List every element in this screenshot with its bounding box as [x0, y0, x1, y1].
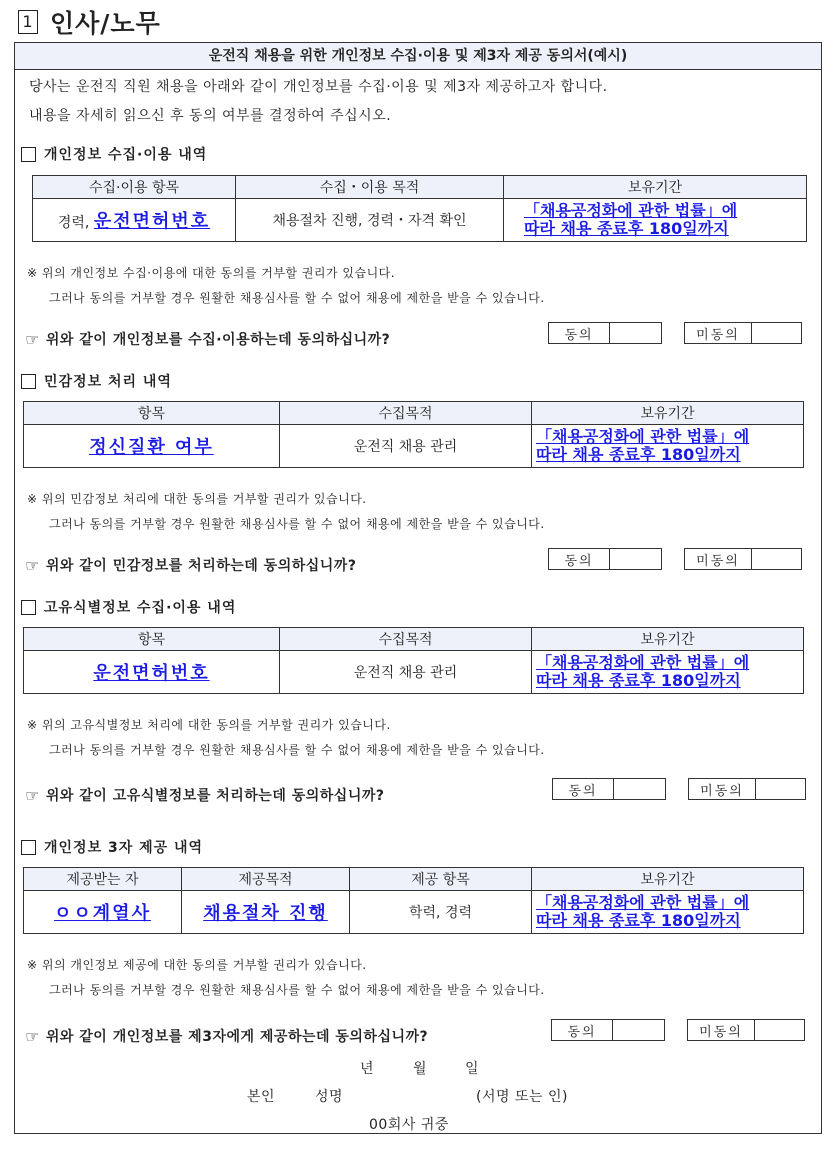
pointing-hand-icon: ☞: [25, 329, 40, 349]
checkbox-square-icon: [21, 147, 36, 162]
disagree-option[interactable]: [687, 1019, 805, 1041]
question-text: 위와 같이 개인정보를 수집·이용하는데 동의하십니까?: [45, 332, 391, 348]
form-title: 운전직 채용을 위한 개인정보 수집·이용 및 제3자 제공 동의서(예시): [15, 43, 821, 70]
disagree-option[interactable]: [688, 778, 806, 800]
table-cell-purpose: 운전직 채용 관리: [280, 651, 532, 694]
checkbox-square-icon: [21, 840, 36, 855]
retention-link[interactable]: 「채용공정화에 관한 법률」에: [536, 653, 750, 672]
date-month-label: 월: [413, 1061, 428, 1077]
retention-link[interactable]: 따라 채용 종료후 180일까지: [536, 671, 741, 690]
consent-question: [25, 1026, 428, 1046]
agree-checkbox[interactable]: [614, 779, 665, 799]
section-title: 고유식별정보 수집·이용 내역: [44, 600, 237, 616]
section-title: 개인정보 3자 제공 내역: [44, 840, 204, 856]
retention-link[interactable]: 「채용공정화에 관한 법률」에: [536, 427, 750, 446]
table-cell-purpose: 채용절차 진행, 경력・자격 확인: [236, 199, 504, 242]
intro-line-2: 내용을 자세히 읽으신 후 동의 여부를 결정하여 주십시오.: [29, 108, 392, 124]
agree-option[interactable]: [552, 778, 666, 800]
retention-link[interactable]: 따라 채용 종료후 180일까지: [536, 445, 741, 464]
column-header: 수집・이용 목적: [236, 176, 504, 199]
refusal-note-detail: 그러나 동의를 거부할 경우 원활한 채용심사를 할 수 없어 채용에 제한을 받을 수 있습니다.: [49, 983, 545, 997]
agree-option[interactable]: [548, 322, 662, 344]
column-header: 제공받는 자: [24, 868, 182, 891]
refusal-note: ※ 위의 개인정보 수집·이용에 대한 동의를 거부할 권리가 있습니다.: [27, 266, 396, 280]
personal-info-table: [32, 175, 807, 242]
question-text: 위와 같이 개인정보를 제3자에게 제공하는데 동의하십니까?: [45, 1029, 429, 1045]
table-cell-retention: [532, 425, 804, 468]
disagree-label: 미동의: [688, 1020, 755, 1040]
license-number-link[interactable]: 운전면허번호: [93, 211, 211, 232]
agree-option[interactable]: [548, 548, 662, 570]
section-personal-info: [21, 144, 207, 164]
consent-question: [25, 555, 356, 575]
agree-option[interactable]: [551, 1019, 665, 1041]
refusal-note: ※ 위의 민감정보 처리에 대한 동의를 거부할 권리가 있습니다.: [27, 492, 367, 506]
section-sensitive-info: [21, 371, 172, 391]
question-text: 위와 같이 민감정보를 처리하는데 동의하십니까?: [45, 558, 357, 574]
checkbox-square-icon: [21, 600, 36, 615]
disagree-label: 미동의: [685, 549, 752, 569]
agree-label: 동의: [549, 323, 610, 343]
section-unique-id-info: [21, 597, 236, 617]
agree-label: 동의: [552, 1020, 613, 1040]
column-header: 보유기간: [532, 628, 804, 651]
disagree-checkbox[interactable]: [752, 323, 801, 343]
section-title: 개인정보 수집·이용 내역: [44, 147, 208, 163]
disagree-checkbox[interactable]: [752, 549, 801, 569]
disagree-label: 미동의: [685, 323, 752, 343]
signature-hint: (서명 또는 인): [476, 1089, 568, 1105]
column-header: 수집목적: [280, 628, 532, 651]
name-label: 성명: [315, 1089, 344, 1105]
license-number-link[interactable]: 운전면허번호: [93, 663, 210, 684]
disagree-option[interactable]: [684, 548, 802, 570]
date-year-label: 년: [360, 1061, 375, 1077]
third-party-table: [23, 867, 804, 934]
column-header: 제공목적: [182, 868, 350, 891]
recipient-company: 00회사 귀중: [369, 1117, 449, 1133]
table-cell-retention: [532, 891, 804, 934]
consent-question: [25, 329, 390, 349]
consent-question: [25, 785, 385, 805]
refusal-note-detail: 그러나 동의를 거부할 경우 원활한 채용심사를 할 수 없어 채용에 제한을 받을 수 있습니다.: [49, 291, 545, 305]
consent-form: [14, 42, 822, 1134]
table-cell-retention: [504, 199, 807, 242]
disagree-checkbox[interactable]: [756, 779, 805, 799]
unique-id-table: [23, 627, 804, 694]
pointing-hand-icon: ☞: [25, 1026, 40, 1046]
table-cell-purpose: 운전직 채용 관리: [280, 425, 532, 468]
agree-checkbox[interactable]: [610, 323, 661, 343]
column-header: 항목: [24, 628, 280, 651]
table-cell-purpose: [182, 891, 350, 934]
section-number: 1: [18, 10, 38, 34]
page-title: [18, 4, 161, 40]
column-header: 수집목적: [280, 402, 532, 425]
date-day-label: 일: [465, 1061, 480, 1077]
agree-checkbox[interactable]: [613, 1020, 664, 1040]
column-header: 보유기간: [504, 176, 807, 199]
hiring-process-link[interactable]: 채용절차 진행: [203, 903, 328, 924]
column-header: 수집·이용 항목: [33, 176, 236, 199]
column-header: 항목: [24, 402, 280, 425]
table-cell-retention: [532, 651, 804, 694]
refusal-note-detail: 그러나 동의를 거부할 경우 원활한 채용심사를 할 수 없어 채용에 제한을 받을 수 있습니다.: [49, 743, 545, 757]
intro-line-1: 당사는 운전직 직원 채용을 아래와 같이 개인정보를 수집·이용 및 제3자 제공하고자 합니다.: [29, 79, 608, 95]
sensitive-info-table: [23, 401, 804, 468]
disagree-option[interactable]: [684, 322, 802, 344]
mental-illness-link[interactable]: 정신질환 여부: [89, 437, 214, 458]
disagree-label: 미동의: [689, 779, 756, 799]
refusal-note-detail: 그러나 동의를 거부할 경우 원활한 채용심사를 할 수 없어 채용에 제한을 받을 수 있습니다.: [49, 517, 545, 531]
pointing-hand-icon: ☞: [25, 785, 40, 805]
refusal-note: ※ 위의 개인정보 제공에 대한 동의를 거부할 권리가 있습니다.: [27, 958, 367, 972]
retention-link[interactable]: 「채용공정화에 관한 법률」에: [524, 201, 738, 220]
disagree-checkbox[interactable]: [755, 1020, 804, 1040]
section-third-party: [21, 837, 203, 857]
section-title: 민감정보 처리 내역: [44, 374, 172, 390]
question-text: 위와 같이 고유식별정보를 처리하는데 동의하십니까?: [45, 788, 385, 804]
column-header: 보유기간: [532, 868, 804, 891]
table-cell-item: [24, 651, 280, 694]
checkbox-square-icon: [21, 374, 36, 389]
agree-label: 동의: [553, 779, 614, 799]
self-label: 본인: [247, 1089, 276, 1105]
column-header: 제공 항목: [350, 868, 532, 891]
pointing-hand-icon: ☞: [25, 555, 40, 575]
table-cell-item: [33, 199, 236, 242]
retention-link[interactable]: 따라 채용 종료후 180일까지: [536, 911, 741, 930]
table-cell-recipient: [24, 891, 182, 934]
table-cell-item: [24, 425, 280, 468]
table-cell-items: 학력, 경력: [350, 891, 532, 934]
retention-link[interactable]: 따라 채용 종료후 180일까지: [524, 219, 729, 238]
agree-checkbox[interactable]: [610, 549, 661, 569]
agree-label: 동의: [549, 549, 610, 569]
affiliate-link[interactable]: ㅇㅇ계열사: [54, 903, 151, 924]
page-title-text: 인사/노무: [50, 9, 161, 38]
item-text: 경력,: [57, 215, 94, 231]
retention-link[interactable]: 「채용공정화에 관한 법률」에: [536, 893, 750, 912]
column-header: 보유기간: [532, 402, 804, 425]
refusal-note: ※ 위의 고유식별정보 처리에 대한 동의를 거부할 권리가 있습니다.: [27, 718, 391, 732]
